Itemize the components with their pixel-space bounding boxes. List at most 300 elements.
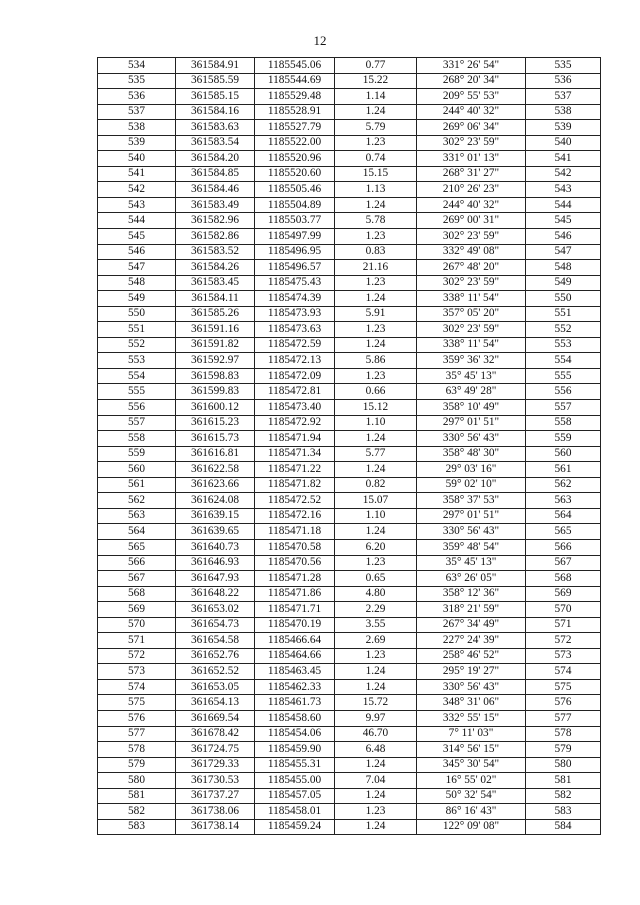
next-point-cell: 543: [526, 182, 601, 198]
point-number-cell: 540: [98, 151, 176, 167]
bearing-cell: 359° 36' 32": [417, 353, 526, 369]
y-coordinate-cell: 1185473.40: [255, 400, 335, 416]
y-coordinate-cell: 1185471.28: [255, 571, 335, 587]
table-row: [98, 726, 601, 742]
table-row: [98, 648, 601, 664]
next-point-cell: 574: [526, 664, 601, 680]
bearing-cell: 358° 37' 53": [417, 493, 526, 509]
distance-cell: 6.20: [335, 539, 417, 555]
distance-cell: 1.23: [335, 322, 417, 338]
bearing-cell: 258° 46' 52": [417, 648, 526, 664]
point-number-cell: 577: [98, 726, 176, 742]
next-point-cell: 561: [526, 462, 601, 478]
point-number-cell: 580: [98, 773, 176, 789]
point-number-cell: 566: [98, 555, 176, 571]
x-coordinate-cell: 361652.76: [176, 648, 255, 664]
next-point-cell: 565: [526, 524, 601, 540]
x-coordinate-cell: 361585.59: [176, 73, 255, 89]
x-coordinate-cell: 361738.14: [176, 819, 255, 835]
table-row: [98, 571, 601, 587]
point-number-cell: 568: [98, 586, 176, 602]
next-point-cell: 580: [526, 757, 601, 773]
table-row: [98, 384, 601, 400]
point-number-cell: 573: [98, 664, 176, 680]
bearing-cell: 357° 05' 20": [417, 306, 526, 322]
x-coordinate-cell: 361583.52: [176, 244, 255, 260]
y-coordinate-cell: 1185472.92: [255, 415, 335, 431]
x-coordinate-cell: 361615.73: [176, 431, 255, 447]
table-row: [98, 415, 601, 431]
table-row: [98, 213, 601, 229]
bearing-cell: 302° 23' 59": [417, 229, 526, 245]
point-number-cell: 582: [98, 804, 176, 820]
point-number-cell: 572: [98, 648, 176, 664]
next-point-cell: 552: [526, 322, 601, 338]
y-coordinate-cell: 1185472.13: [255, 353, 335, 369]
next-point-cell: 556: [526, 384, 601, 400]
distance-cell: 1.24: [335, 788, 417, 804]
next-point-cell: 557: [526, 400, 601, 416]
point-number-cell: 553: [98, 353, 176, 369]
distance-cell: 21.16: [335, 260, 417, 276]
y-coordinate-cell: 1185470.56: [255, 555, 335, 571]
y-coordinate-cell: 1185528.91: [255, 104, 335, 120]
table-row: [98, 431, 601, 447]
table-row: [98, 508, 601, 524]
table-row: [98, 275, 601, 291]
point-number-cell: 563: [98, 508, 176, 524]
x-coordinate-cell: 361591.82: [176, 337, 255, 353]
next-point-cell: 584: [526, 819, 601, 835]
point-number-cell: 534: [98, 58, 176, 74]
table-row: [98, 104, 601, 120]
distance-cell: 1.23: [335, 368, 417, 384]
next-point-cell: 573: [526, 648, 601, 664]
table-row: [98, 695, 601, 711]
next-point-cell: 566: [526, 539, 601, 555]
point-number-cell: 558: [98, 431, 176, 447]
y-coordinate-cell: 1185472.59: [255, 337, 335, 353]
next-point-cell: 546: [526, 229, 601, 245]
next-point-cell: 540: [526, 135, 601, 151]
bearing-cell: 358° 48' 30": [417, 446, 526, 462]
point-number-cell: 548: [98, 275, 176, 291]
point-number-cell: 571: [98, 633, 176, 649]
distance-cell: 0.82: [335, 477, 417, 493]
table-row: [98, 197, 601, 213]
bearing-cell: 122° 09' 08": [417, 819, 526, 835]
table-row: [98, 353, 601, 369]
y-coordinate-cell: 1185529.48: [255, 89, 335, 105]
point-number-cell: 535: [98, 73, 176, 89]
bearing-cell: 16° 55' 02": [417, 773, 526, 789]
bearing-cell: 348° 31' 06": [417, 695, 526, 711]
bearing-cell: 35° 45' 13": [417, 555, 526, 571]
x-coordinate-cell: 361585.26: [176, 306, 255, 322]
bearing-cell: 318° 21' 59": [417, 602, 526, 618]
table-row: [98, 617, 601, 633]
x-coordinate-cell: 361654.58: [176, 633, 255, 649]
distance-cell: 1.24: [335, 679, 417, 695]
point-number-cell: 544: [98, 213, 176, 229]
table-row: [98, 73, 601, 89]
point-number-cell: 559: [98, 446, 176, 462]
bearing-cell: 330° 56' 43": [417, 679, 526, 695]
x-coordinate-cell: 361724.75: [176, 742, 255, 758]
y-coordinate-cell: 1185496.57: [255, 260, 335, 276]
x-coordinate-cell: 361647.93: [176, 571, 255, 587]
distance-cell: 46.70: [335, 726, 417, 742]
bearing-cell: 267° 34' 49": [417, 617, 526, 633]
distance-cell: 9.97: [335, 710, 417, 726]
distance-cell: 1.23: [335, 804, 417, 820]
table-row: [98, 679, 601, 695]
y-coordinate-cell: 1185472.09: [255, 368, 335, 384]
y-coordinate-cell: 1185455.31: [255, 757, 335, 773]
y-coordinate-cell: 1185522.00: [255, 135, 335, 151]
bearing-cell: 358° 10' 49": [417, 400, 526, 416]
point-number-cell: 579: [98, 757, 176, 773]
distance-cell: 15.22: [335, 73, 417, 89]
point-number-cell: 554: [98, 368, 176, 384]
distance-cell: 0.66: [335, 384, 417, 400]
table-row: [98, 244, 601, 260]
table-row: [98, 757, 601, 773]
bearing-cell: 59° 02' 10": [417, 477, 526, 493]
x-coordinate-cell: 361678.42: [176, 726, 255, 742]
table-row: [98, 89, 601, 105]
x-coordinate-cell: 361584.85: [176, 166, 255, 182]
bearing-cell: 7° 11' 03": [417, 726, 526, 742]
distance-cell: 5.79: [335, 120, 417, 136]
table-row: [98, 819, 601, 835]
distance-cell: 1.24: [335, 431, 417, 447]
table-row: [98, 586, 601, 602]
x-coordinate-cell: 361669.54: [176, 710, 255, 726]
y-coordinate-cell: 1185520.60: [255, 166, 335, 182]
bearing-cell: 330° 56' 43": [417, 431, 526, 447]
y-coordinate-cell: 1185470.58: [255, 539, 335, 555]
point-number-cell: 551: [98, 322, 176, 338]
distance-cell: 1.23: [335, 275, 417, 291]
x-coordinate-cell: 361583.63: [176, 120, 255, 136]
table-row: [98, 58, 601, 74]
y-coordinate-cell: 1185471.34: [255, 446, 335, 462]
y-coordinate-cell: 1185464.66: [255, 648, 335, 664]
x-coordinate-cell: 361639.15: [176, 508, 255, 524]
bearing-cell: 29° 03' 16": [417, 462, 526, 478]
y-coordinate-cell: 1185462.33: [255, 679, 335, 695]
point-number-cell: 552: [98, 337, 176, 353]
y-coordinate-cell: 1185504.89: [255, 197, 335, 213]
distance-cell: 1.24: [335, 337, 417, 353]
point-number-cell: 581: [98, 788, 176, 804]
y-coordinate-cell: 1185459.90: [255, 742, 335, 758]
distance-cell: 1.23: [335, 135, 417, 151]
bearing-cell: 331° 01' 13": [417, 151, 526, 167]
y-coordinate-cell: 1185458.01: [255, 804, 335, 820]
x-coordinate-cell: 361622.58: [176, 462, 255, 478]
bearing-cell: 63° 49' 28": [417, 384, 526, 400]
x-coordinate-cell: 361640.73: [176, 539, 255, 555]
y-coordinate-cell: 1185463.45: [255, 664, 335, 680]
distance-cell: 15.12: [335, 400, 417, 416]
next-point-cell: 581: [526, 773, 601, 789]
distance-cell: 1.14: [335, 89, 417, 105]
point-number-cell: 541: [98, 166, 176, 182]
distance-cell: 1.24: [335, 462, 417, 478]
point-number-cell: 569: [98, 602, 176, 618]
distance-cell: 2.29: [335, 602, 417, 618]
y-coordinate-cell: 1185454.06: [255, 726, 335, 742]
y-coordinate-cell: 1185497.99: [255, 229, 335, 245]
y-coordinate-cell: 1185472.52: [255, 493, 335, 509]
bearing-cell: 295° 19' 27": [417, 664, 526, 680]
bearing-cell: 267° 48' 20": [417, 260, 526, 276]
table-row: [98, 291, 601, 307]
next-point-cell: 583: [526, 804, 601, 820]
next-point-cell: 579: [526, 742, 601, 758]
y-coordinate-cell: 1185505.46: [255, 182, 335, 198]
next-point-cell: 554: [526, 353, 601, 369]
distance-cell: 1.10: [335, 415, 417, 431]
next-point-cell: 551: [526, 306, 601, 322]
distance-cell: 1.24: [335, 819, 417, 835]
point-number-cell: 538: [98, 120, 176, 136]
y-coordinate-cell: 1185471.86: [255, 586, 335, 602]
table-row: [98, 773, 601, 789]
y-coordinate-cell: 1185472.16: [255, 508, 335, 524]
x-coordinate-cell: 361653.02: [176, 602, 255, 618]
bearing-cell: 268° 31' 27": [417, 166, 526, 182]
distance-cell: 1.24: [335, 197, 417, 213]
bearing-cell: 302° 23' 59": [417, 275, 526, 291]
point-number-cell: 549: [98, 291, 176, 307]
table-row: [98, 710, 601, 726]
bearing-cell: 302° 23' 59": [417, 322, 526, 338]
distance-cell: 1.23: [335, 229, 417, 245]
point-number-cell: 550: [98, 306, 176, 322]
y-coordinate-cell: 1185473.93: [255, 306, 335, 322]
x-coordinate-cell: 361738.06: [176, 804, 255, 820]
next-point-cell: 569: [526, 586, 601, 602]
distance-cell: 1.24: [335, 664, 417, 680]
next-point-cell: 548: [526, 260, 601, 276]
x-coordinate-cell: 361652.52: [176, 664, 255, 680]
distance-cell: 1.10: [335, 508, 417, 524]
point-number-cell: 562: [98, 493, 176, 509]
next-point-cell: 555: [526, 368, 601, 384]
bearing-cell: 268° 20' 34": [417, 73, 526, 89]
distance-cell: 1.23: [335, 648, 417, 664]
next-point-cell: 562: [526, 477, 601, 493]
y-coordinate-cell: 1185471.94: [255, 431, 335, 447]
distance-cell: 0.83: [335, 244, 417, 260]
bearing-cell: 35° 45' 13": [417, 368, 526, 384]
bearing-cell: 297° 01' 51": [417, 508, 526, 524]
point-number-cell: 583: [98, 819, 176, 835]
point-number-cell: 560: [98, 462, 176, 478]
x-coordinate-cell: 361583.54: [176, 135, 255, 151]
y-coordinate-cell: 1185455.00: [255, 773, 335, 789]
y-coordinate-cell: 1185472.81: [255, 384, 335, 400]
coordinates-table: [97, 57, 601, 835]
x-coordinate-cell: 361623.66: [176, 477, 255, 493]
next-point-cell: 560: [526, 446, 601, 462]
point-number-cell: 575: [98, 695, 176, 711]
next-point-cell: 538: [526, 104, 601, 120]
next-point-cell: 541: [526, 151, 601, 167]
next-point-cell: 576: [526, 695, 601, 711]
next-point-cell: 549: [526, 275, 601, 291]
table-row: [98, 788, 601, 804]
x-coordinate-cell: 361592.97: [176, 353, 255, 369]
x-coordinate-cell: 361584.46: [176, 182, 255, 198]
table-row: [98, 182, 601, 198]
point-number-cell: 537: [98, 104, 176, 120]
x-coordinate-cell: 361584.11: [176, 291, 255, 307]
x-coordinate-cell: 361591.16: [176, 322, 255, 338]
coordinates-table-body: [98, 58, 601, 835]
point-number-cell: 578: [98, 742, 176, 758]
distance-cell: 5.91: [335, 306, 417, 322]
x-coordinate-cell: 361730.53: [176, 773, 255, 789]
table-row: [98, 477, 601, 493]
distance-cell: 5.86: [335, 353, 417, 369]
table-row: [98, 306, 601, 322]
table-row: [98, 524, 601, 540]
x-coordinate-cell: 361584.16: [176, 104, 255, 120]
point-number-cell: 567: [98, 571, 176, 587]
distance-cell: 1.13: [335, 182, 417, 198]
next-point-cell: 568: [526, 571, 601, 587]
next-point-cell: 575: [526, 679, 601, 695]
y-coordinate-cell: 1185527.79: [255, 120, 335, 136]
y-coordinate-cell: 1185473.63: [255, 322, 335, 338]
distance-cell: 5.77: [335, 446, 417, 462]
distance-cell: 0.74: [335, 151, 417, 167]
x-coordinate-cell: 361584.20: [176, 151, 255, 167]
y-coordinate-cell: 1185544.69: [255, 73, 335, 89]
table-row: [98, 742, 601, 758]
next-point-cell: 564: [526, 508, 601, 524]
next-point-cell: 571: [526, 617, 601, 633]
y-coordinate-cell: 1185503.77: [255, 213, 335, 229]
next-point-cell: 539: [526, 120, 601, 136]
distance-cell: 4.80: [335, 586, 417, 602]
x-coordinate-cell: 361653.05: [176, 679, 255, 695]
y-coordinate-cell: 1185545.06: [255, 58, 335, 74]
bearing-cell: 297° 01' 51": [417, 415, 526, 431]
x-coordinate-cell: 361615.23: [176, 415, 255, 431]
table-row: [98, 446, 601, 462]
distance-cell: 3.55: [335, 617, 417, 633]
table-row: [98, 166, 601, 182]
bearing-cell: 269° 06' 34": [417, 120, 526, 136]
next-point-cell: 577: [526, 710, 601, 726]
point-number-cell: 545: [98, 229, 176, 245]
y-coordinate-cell: 1185474.39: [255, 291, 335, 307]
x-coordinate-cell: 361648.22: [176, 586, 255, 602]
next-point-cell: 578: [526, 726, 601, 742]
bearing-cell: 338° 11' 54": [417, 291, 526, 307]
x-coordinate-cell: 361639.65: [176, 524, 255, 540]
table-row: [98, 135, 601, 151]
distance-cell: 1.24: [335, 524, 417, 540]
point-number-cell: 576: [98, 710, 176, 726]
x-coordinate-cell: 361583.49: [176, 197, 255, 213]
distance-cell: 5.78: [335, 213, 417, 229]
bearing-cell: 209° 55' 53": [417, 89, 526, 105]
point-number-cell: 539: [98, 135, 176, 151]
x-coordinate-cell: 361583.45: [176, 275, 255, 291]
y-coordinate-cell: 1185471.71: [255, 602, 335, 618]
x-coordinate-cell: 361582.96: [176, 213, 255, 229]
next-point-cell: 553: [526, 337, 601, 353]
bearing-cell: 332° 49' 08": [417, 244, 526, 260]
bearing-cell: 330° 56' 43": [417, 524, 526, 540]
x-coordinate-cell: 361616.81: [176, 446, 255, 462]
x-coordinate-cell: 361729.33: [176, 757, 255, 773]
y-coordinate-cell: 1185458.60: [255, 710, 335, 726]
point-number-cell: 555: [98, 384, 176, 400]
x-coordinate-cell: 361654.73: [176, 617, 255, 633]
next-point-cell: 558: [526, 415, 601, 431]
next-point-cell: 547: [526, 244, 601, 260]
x-coordinate-cell: 361582.86: [176, 229, 255, 245]
bearing-cell: 244° 40' 32": [417, 104, 526, 120]
bearing-cell: 332° 55' 15": [417, 710, 526, 726]
x-coordinate-cell: 361599.83: [176, 384, 255, 400]
y-coordinate-cell: 1185461.73: [255, 695, 335, 711]
distance-cell: 6.48: [335, 742, 417, 758]
table-row: [98, 602, 601, 618]
next-point-cell: 550: [526, 291, 601, 307]
next-point-cell: 537: [526, 89, 601, 105]
next-point-cell: 535: [526, 58, 601, 74]
table-row: [98, 229, 601, 245]
next-point-cell: 563: [526, 493, 601, 509]
table-row: [98, 493, 601, 509]
distance-cell: 1.24: [335, 291, 417, 307]
bearing-cell: 338° 11' 54": [417, 337, 526, 353]
next-point-cell: 559: [526, 431, 601, 447]
point-number-cell: 547: [98, 260, 176, 276]
table-row: [98, 539, 601, 555]
x-coordinate-cell: 361737.27: [176, 788, 255, 804]
bearing-cell: 302° 23' 59": [417, 135, 526, 151]
bearing-cell: 269° 00' 31": [417, 213, 526, 229]
point-number-cell: 570: [98, 617, 176, 633]
table-row: [98, 337, 601, 353]
bearing-cell: 358° 12' 36": [417, 586, 526, 602]
point-number-cell: 543: [98, 197, 176, 213]
next-point-cell: 567: [526, 555, 601, 571]
point-number-cell: 536: [98, 89, 176, 105]
bearing-cell: 345° 30' 54": [417, 757, 526, 773]
bearing-cell: 244° 40' 32": [417, 197, 526, 213]
point-number-cell: 561: [98, 477, 176, 493]
distance-cell: 15.15: [335, 166, 417, 182]
distance-cell: 15.72: [335, 695, 417, 711]
next-point-cell: 542: [526, 166, 601, 182]
x-coordinate-cell: 361598.83: [176, 368, 255, 384]
x-coordinate-cell: 361585.15: [176, 89, 255, 105]
table-row: [98, 804, 601, 820]
y-coordinate-cell: 1185457.05: [255, 788, 335, 804]
y-coordinate-cell: 1185471.22: [255, 462, 335, 478]
next-point-cell: 570: [526, 602, 601, 618]
